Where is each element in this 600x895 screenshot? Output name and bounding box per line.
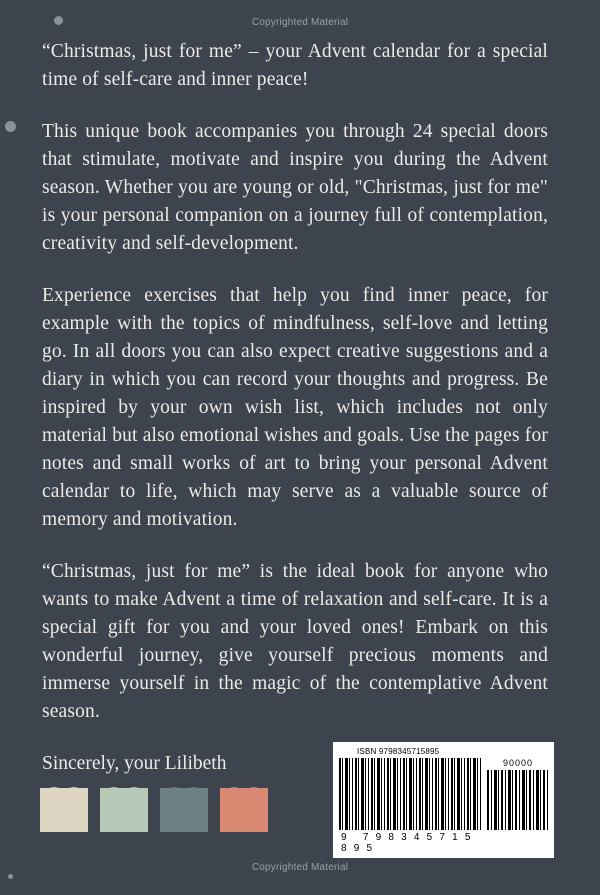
heart-decoration-row (40, 788, 268, 832)
blurb-paragraph-4: “Christmas, just for me” is the ideal book for anyone who wants to make Advent a time of relaxation and self-care. It is a special gift for you and your loved ones! Embark on this wonderful journey, give yourself precious moments and immerse yourself in the magic of the contemplative Advent season. (42, 561, 548, 722)
heart-sage-icon (100, 788, 148, 832)
barcode-addon-number: 90000 (502, 758, 534, 768)
blurb-paragraph-3: Experience exercises that help you find inner peace, for example with the topics of mindfulness, self-love and letting go. In all doors you can also expect creative suggestions and a diary in which you can record your thoughts and progress. Be inspired by your own wish list, which includes not only material but also emotional wishes and goals. Use the pages for notes and small works of art to bring your personal Advent calendar to life, which may serve as a valuable source of memory and motivation. (42, 285, 548, 530)
decorative-dot-top (54, 16, 63, 25)
blurb-paragraph-1: “Christmas, just for me” – your Advent calendar for a special time of self-care and inner peace! (42, 41, 548, 90)
decorative-dot-left (5, 121, 16, 132)
heart-teal-icon (160, 788, 208, 832)
copyright-notice-bottom: Copyrighted Material (251, 862, 349, 873)
barcode-main-bars (339, 758, 481, 830)
barcode-bars-row (339, 758, 548, 854)
heart-terracotta-icon (220, 788, 268, 832)
isbn-barcode (333, 742, 554, 858)
blurb-text-block (42, 38, 548, 726)
blurb-paragraph-2: This unique book accompanies you through 24 special doors that stimulate, motivate and inspire you during the Advent season. Whether you are young or old, "Christmas, just for me" is your personal companion on a journey full of contemplation, creativity and self-development. (42, 121, 548, 254)
barcode-digits: 9 7 9 8 3 4 5 7 1 5 8 9 5 (341, 832, 473, 854)
barcode-addon-group (487, 758, 549, 830)
isbn-label: ISBN 9798345715895 (357, 747, 440, 756)
decorative-dot-bottom (8, 874, 13, 879)
copyright-notice-top: Copyrighted Material (251, 17, 349, 28)
barcode-addon-bars (487, 770, 549, 830)
heart-cream-icon (40, 788, 88, 832)
author-signature: Sincerely, your Lilibeth (42, 753, 227, 774)
